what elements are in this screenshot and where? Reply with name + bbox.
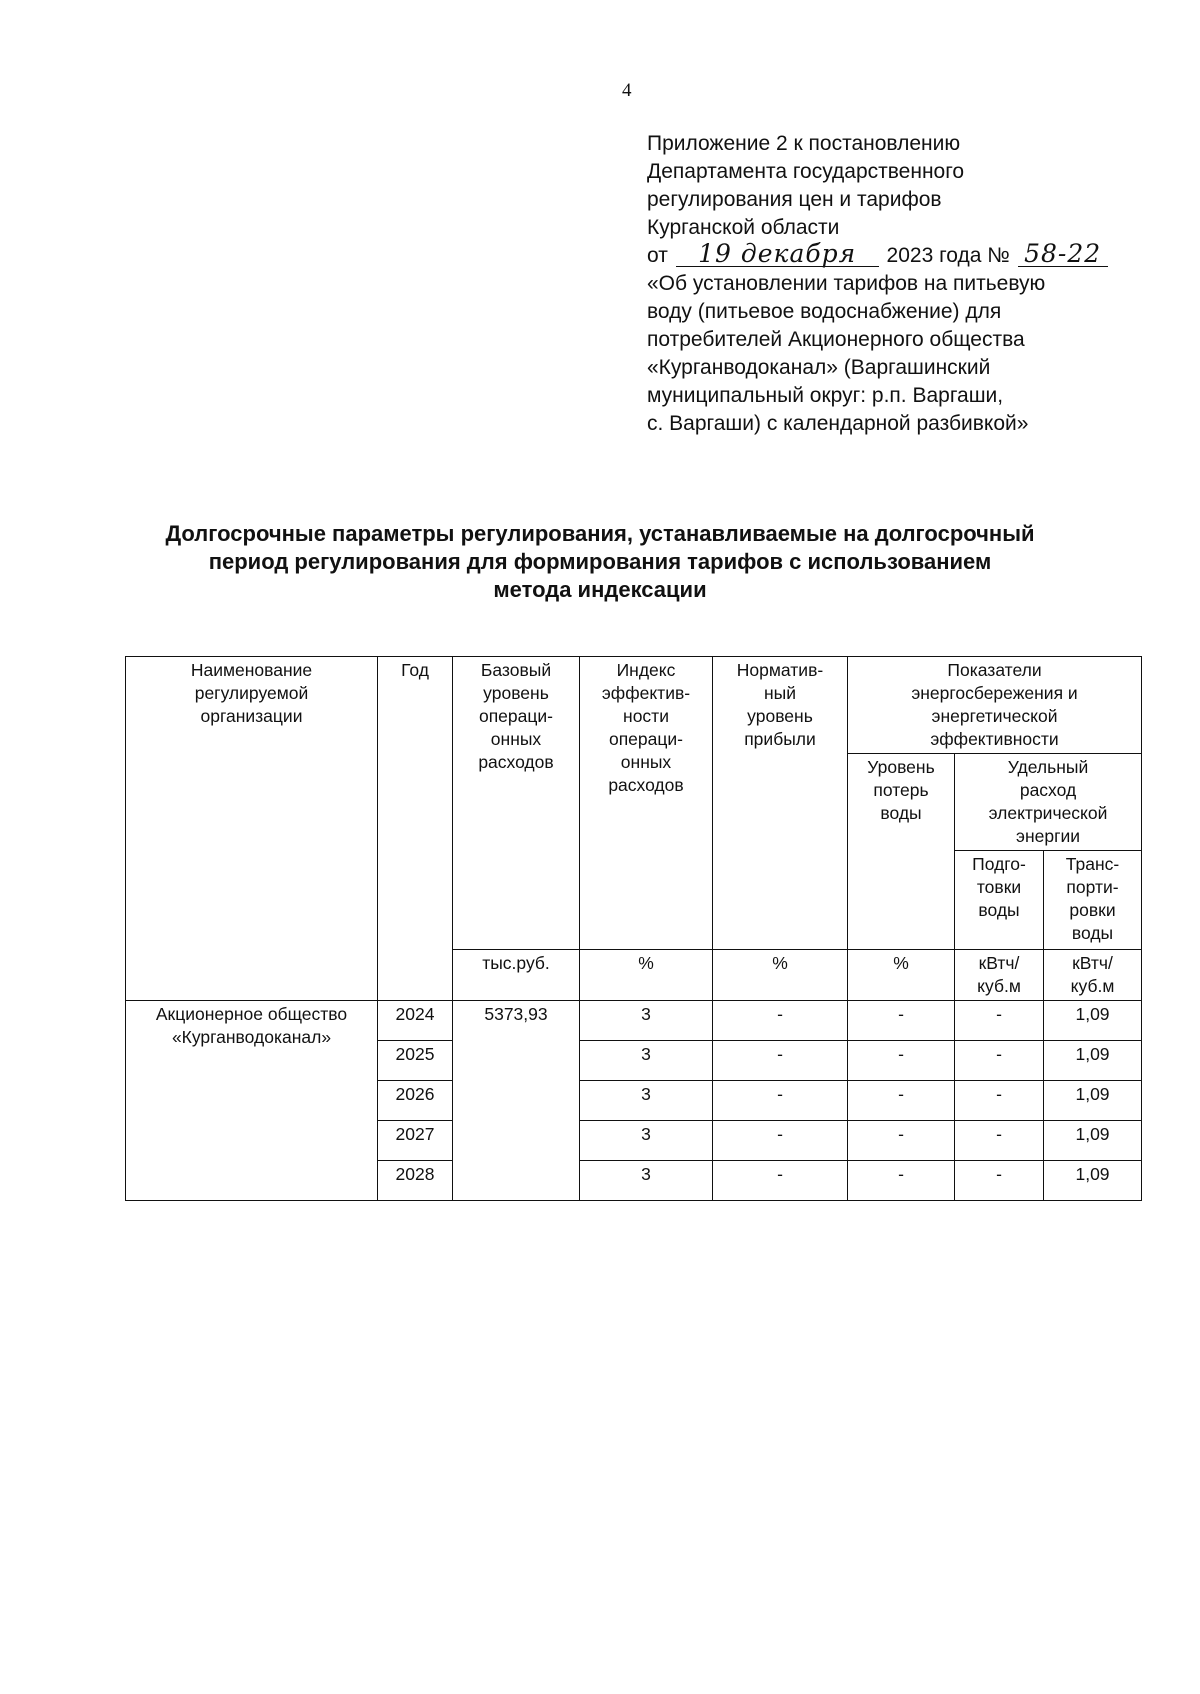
date-suffix: 2023 года № bbox=[886, 244, 1010, 267]
appendix-line: Приложение 2 к постановлению bbox=[647, 132, 961, 155]
cell-profit: - bbox=[713, 1081, 848, 1121]
organization-name: Акционерное общество «Курганводоканал» bbox=[126, 1001, 378, 1201]
cell-year: 2028 bbox=[378, 1161, 453, 1201]
appendix-line: с. Варгаши) с календарной разбивкой» bbox=[647, 412, 1029, 435]
header-base-level: Базовый уровень операци- онных расходов bbox=[453, 657, 580, 950]
cell-transportation: 1,09 bbox=[1044, 1041, 1142, 1081]
title-line: Долгосрочные параметры регулирования, устанавливаемые на долгосрочный bbox=[165, 521, 1035, 546]
unit-efficiency-index: % bbox=[580, 950, 713, 1001]
cell-profit: - bbox=[713, 1161, 848, 1201]
unit-transportation: кВтч/ куб.м bbox=[1044, 950, 1142, 1001]
appendix-line: «Курганводоканал» (Варгашинский bbox=[647, 356, 991, 379]
cell-index: 3 bbox=[580, 1121, 713, 1161]
header-efficiency-index: Индекс эффектив- ности операци- онных расходов bbox=[580, 657, 713, 950]
appendix-block bbox=[647, 130, 1137, 438]
unit-base-level: тыс.руб. bbox=[453, 950, 580, 1001]
cell-transportation: 1,09 bbox=[1044, 1081, 1142, 1121]
cell-transportation: 1,09 bbox=[1044, 1121, 1142, 1161]
header-normative-profit: Норматив- ный уровень прибыли bbox=[713, 657, 848, 950]
appendix-line: регулирования цен и тарифов bbox=[647, 188, 942, 211]
appendix-date-line bbox=[647, 239, 1137, 270]
unit-preparation: кВтч/ куб.м bbox=[955, 950, 1044, 1001]
cell-transportation: 1,09 bbox=[1044, 1001, 1142, 1041]
cell-profit: - bbox=[713, 1041, 848, 1081]
cell-loss: - bbox=[848, 1161, 955, 1201]
cell-index: 3 bbox=[580, 1161, 713, 1201]
cell-profit: - bbox=[713, 1001, 848, 1041]
header-energy-indicators: Показатели энергосбережения и энергетической эффективности bbox=[848, 657, 1142, 754]
header-org-name: Наименование регулируемой организации bbox=[126, 657, 378, 1001]
appendix-line: муниципальный округ: р.п. Варгаши, bbox=[647, 384, 1004, 407]
header-preparation: Подго- товки воды bbox=[955, 851, 1044, 950]
page-number: 4 bbox=[622, 80, 632, 101]
cell-loss: - bbox=[848, 1001, 955, 1041]
cell-year: 2024 bbox=[378, 1001, 453, 1041]
cell-year: 2027 bbox=[378, 1121, 453, 1161]
cell-preparation: - bbox=[955, 1121, 1044, 1161]
cell-preparation: - bbox=[955, 1081, 1044, 1121]
header-specific-consumption: Удельный расход электрической энергии bbox=[955, 754, 1142, 851]
appendix-line: воду (питьевое водоснабжение) для bbox=[647, 300, 1002, 323]
cell-loss: - bbox=[848, 1041, 955, 1081]
unit-water-loss: % bbox=[848, 950, 955, 1001]
table-row bbox=[126, 1001, 1142, 1041]
cell-preparation: - bbox=[955, 1041, 1044, 1081]
header-year: Год bbox=[378, 657, 453, 1001]
cell-profit: - bbox=[713, 1121, 848, 1161]
handwritten-number: 58-22 bbox=[1018, 242, 1108, 267]
cell-transportation: 1,09 bbox=[1044, 1161, 1142, 1201]
document-title bbox=[120, 520, 1080, 604]
cell-loss: - bbox=[848, 1081, 955, 1121]
cell-base-level: 5373,93 bbox=[453, 1001, 580, 1201]
parameters-table bbox=[125, 656, 1142, 1201]
cell-year: 2026 bbox=[378, 1081, 453, 1121]
cell-index: 3 bbox=[580, 1041, 713, 1081]
date-prefix: от bbox=[647, 244, 668, 267]
appendix-line: Департамента государственного bbox=[647, 160, 965, 183]
header-transportation: Транс- порти- ровки воды bbox=[1044, 851, 1142, 950]
title-line: период регулирования для формирования тарифов с использованием bbox=[208, 549, 992, 574]
title-line: метода индексации bbox=[493, 577, 707, 602]
cell-preparation: - bbox=[955, 1001, 1044, 1041]
handwritten-date: 19 декабря bbox=[676, 242, 879, 267]
cell-preparation: - bbox=[955, 1161, 1044, 1201]
cell-year: 2025 bbox=[378, 1041, 453, 1081]
cell-index: 3 bbox=[580, 1081, 713, 1121]
cell-index: 3 bbox=[580, 1001, 713, 1041]
appendix-line: потребителей Акционерного общества bbox=[647, 328, 1025, 351]
header-row bbox=[126, 657, 1142, 754]
cell-loss: - bbox=[848, 1121, 955, 1161]
appendix-line: Курганской области bbox=[647, 216, 840, 239]
appendix-line: «Об установлении тарифов на питьевую bbox=[647, 272, 1046, 295]
header-water-loss: Уровень потерь воды bbox=[848, 754, 955, 950]
unit-normative-profit: % bbox=[713, 950, 848, 1001]
